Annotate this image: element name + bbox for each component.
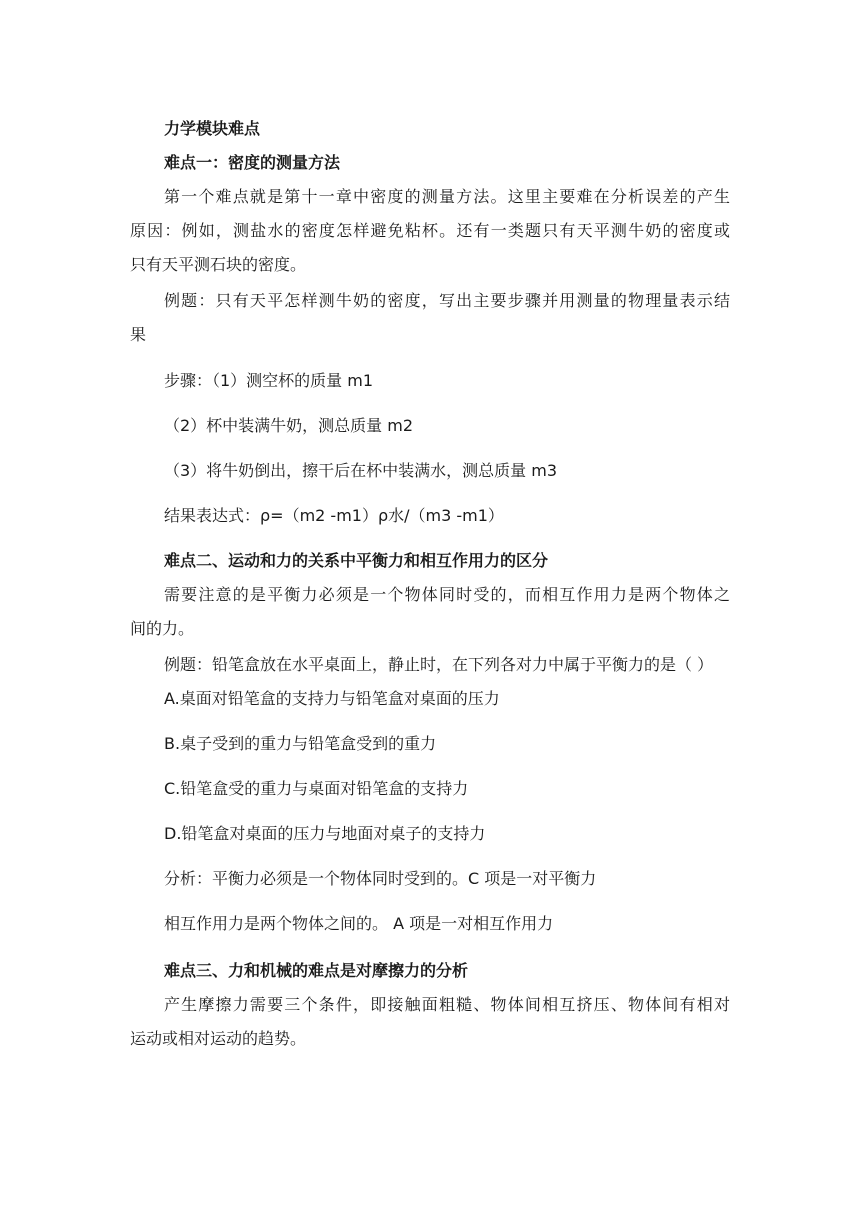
option-d: D.铅笔盒对桌面的压力与地面对桌子的支持力 <box>164 824 486 843</box>
result-formula: 结果表达式：ρ=（m2 -m1）ρ水/（m3 -m1） <box>164 506 504 525</box>
paragraph-line: 原因：例如，测盐水的密度怎样避免粘杯。还有一类题只有天平测牛奶的密度或 <box>130 221 730 240</box>
example-line: 例题：只有天平怎样测牛奶的密度，写出主要步骤并用测量的物理量表示结 <box>164 291 730 310</box>
paragraph-line: 运动或相对运动的趋势。 <box>130 1029 307 1048</box>
paragraph-line: 第一个难点就是第十一章中密度的测量方法。这里主要难在分析误差的产生 <box>164 187 730 206</box>
analysis-line: 分析：平衡力必须是一个物体同时受到的。C 项是一对平衡力 <box>164 869 597 888</box>
paragraph-line: 产生摩擦力需要三个条件，即接触面粗糙、物体间相互挤压、物体间有相对 <box>164 995 730 1014</box>
doc-title: 力学模块难点 <box>164 119 261 138</box>
section-1-heading: 难点一：密度的测量方法 <box>164 153 341 172</box>
example-question: 例题：铅笔盒放在水平桌面上，静止时，在下列各对力中属于平衡力的是（ ） <box>164 655 714 674</box>
option-a: A.桌面对铅笔盒的支持力与铅笔盒对桌面的压力 <box>164 689 500 708</box>
option-c: C.铅笔盒受的重力与桌面对铅笔盒的支持力 <box>164 779 469 798</box>
paragraph-line: 只有天平测石块的密度。 <box>130 255 307 274</box>
paragraph-line: 需要注意的是平衡力必须是一个物体同时受的，而相互作用力是两个物体之 <box>164 585 730 604</box>
step-1: 步骤：（1）测空杯的质量 m1 <box>164 371 374 390</box>
section-2-heading: 难点二、运动和力的关系中平衡力和相互作用力的区分 <box>164 551 549 570</box>
paragraph-line: 间的力。 <box>130 619 195 638</box>
example-line: 果 <box>130 325 147 344</box>
analysis-line: 相互作用力是两个物体之间的。 A 项是一对相互作用力 <box>164 914 554 933</box>
step-2: （2）杯中装满牛奶，测总质量 m2 <box>164 416 414 435</box>
option-b: B.桌子受到的重力与铅笔盒受到的重力 <box>164 734 437 753</box>
section-3-heading: 难点三、力和机械的难点是对摩擦力的分析 <box>164 961 469 980</box>
step-3: （3）将牛奶倒出，擦干后在杯中装满水，测总质量 m3 <box>164 461 558 480</box>
